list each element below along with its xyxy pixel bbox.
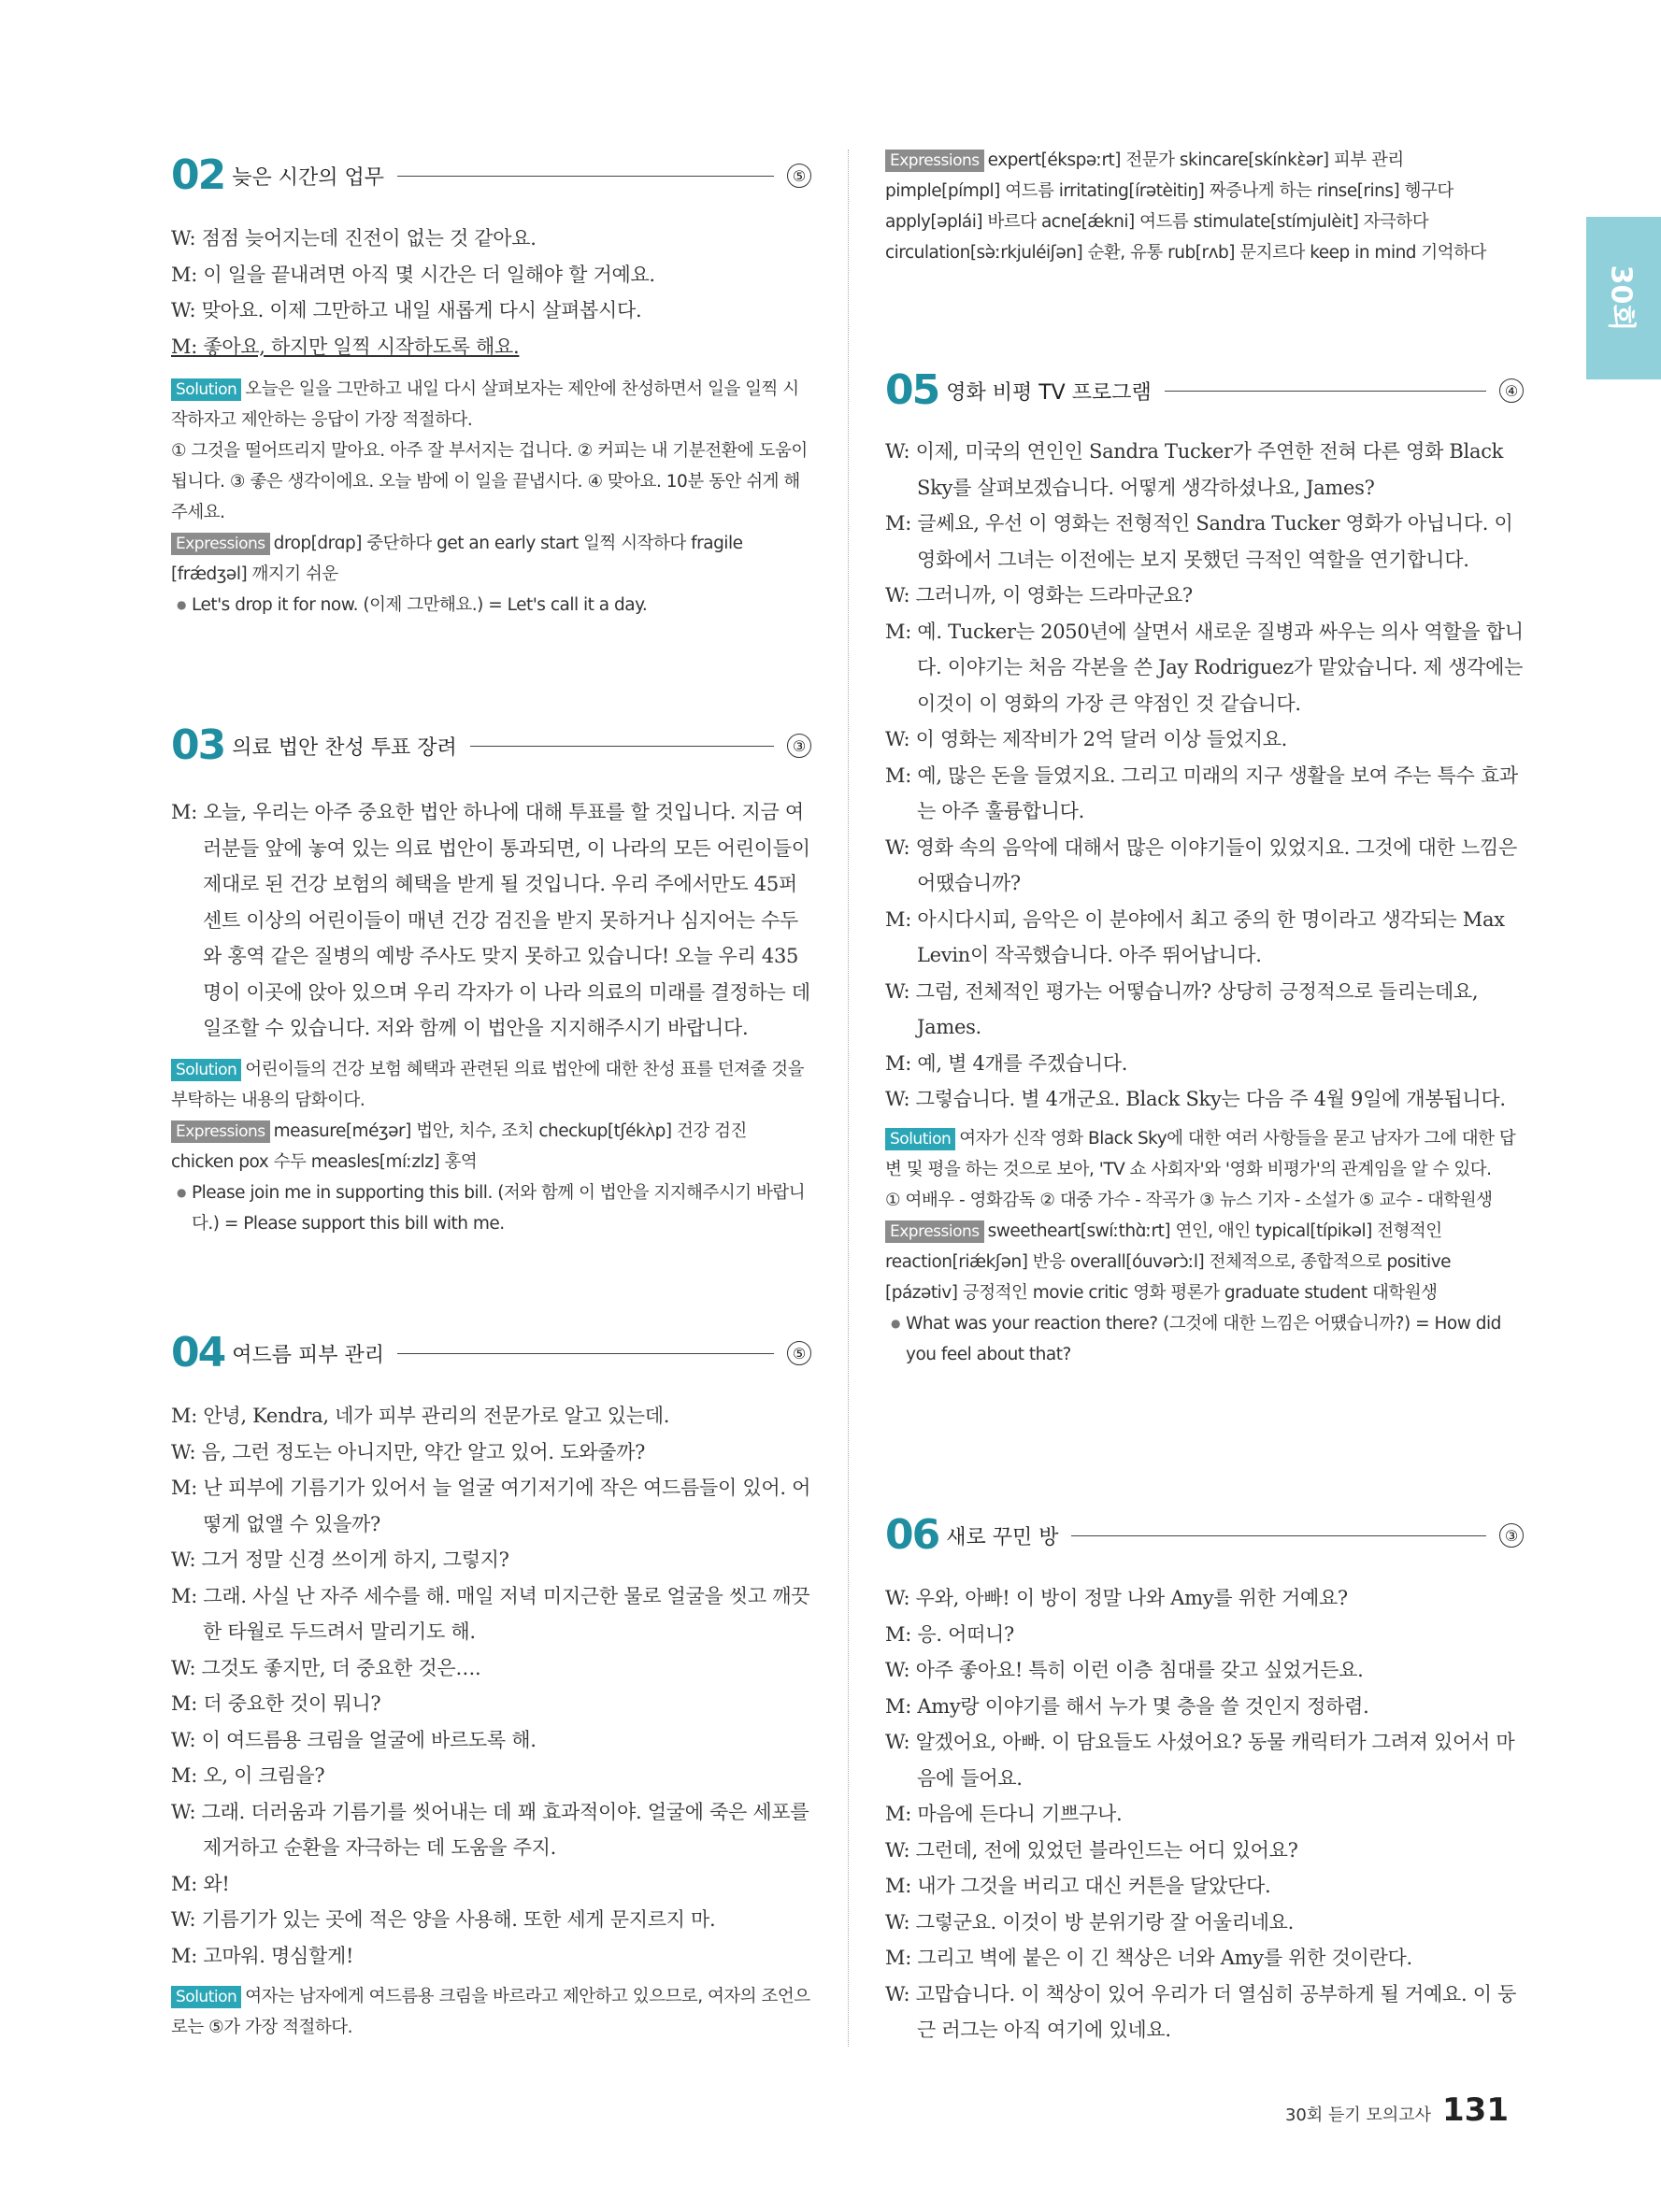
expression-bullet: ● Let's drop it for now. (이제 그만해요.) = Let's call it a day. xyxy=(171,590,811,621)
expressions-block xyxy=(171,1116,811,1177)
solution-choices: ① 여배우 - 영화감독 ② 대중 가수 - 작곡가 ③ 뉴스 기자 - 소설가 ⑤ 교수 - 대학원생 xyxy=(885,1190,1493,1210)
header-rule xyxy=(470,746,774,747)
dialogue-line: W: 그것도 좋지만, 더 중요한 것은…. xyxy=(171,1656,481,1679)
dialogue-line: W: 점점 늦어지는데 진전이 없는 것 같아요. xyxy=(171,227,537,250)
expressions-text: measure[méʒər] 법안, 치수, 조치 checkup[tʃékʌ̀p] 건강 검진 chicken pox 수두 measles[míːzlz] 홍역 xyxy=(171,1120,747,1172)
expressions-tag: Expressions xyxy=(885,150,984,172)
expressions-block xyxy=(885,1216,1524,1308)
dialogue-line: W: 그럼, 전체적인 평가는 어떻습니까? 상당히 긍정적으로 들리는데요, James. xyxy=(885,979,1479,1038)
dialogue-line: W: 그렇군요. 이것이 방 분위기랑 잘 어울리네요. xyxy=(885,1910,1294,1934)
section-04 xyxy=(171,1327,811,2043)
section-title: 늦은 시간의 업무 xyxy=(232,165,384,190)
section-number: 03 xyxy=(171,721,225,769)
dialogue xyxy=(171,794,811,1047)
side-tab xyxy=(1586,217,1661,379)
dialogue-line: W: 기름기가 있는 곳에 적은 양을 사용해. 또한 세게 문지르지 마. xyxy=(171,1908,716,1931)
section-header xyxy=(171,1327,811,1379)
answer-badge: ③ xyxy=(1499,1523,1524,1548)
expressions-block xyxy=(171,528,811,590)
footer-text: 30회 듣기 모의고사 xyxy=(1284,2105,1432,2125)
header-rule xyxy=(397,1353,774,1354)
dialogue-line: M: 고마워. 명심할게! xyxy=(171,1944,354,1967)
section-header xyxy=(171,720,811,772)
dialogue-line: M: 더 중요한 것이 뭐니? xyxy=(171,1692,381,1715)
expressions-tag: Expressions xyxy=(171,533,270,555)
dialogue-line: M: 와! xyxy=(171,1872,230,1895)
header-rule xyxy=(397,176,774,177)
section-number: 04 xyxy=(171,1329,225,1377)
dialogue-line: W: 이제, 미국의 연인인 Sandra Tucker가 주연한 전혀 다른 영화 Black Sky를 살펴보겠습니다. 어떻게 생각하셨나요, James? xyxy=(885,440,1504,499)
expressions-text: drop[drɑp] 중단하다 get an early start 일찍 시작하다 fragile [frǽdʒəl] 깨지기 쉬운 xyxy=(171,534,743,584)
answer-badge: ⑤ xyxy=(787,1341,811,1365)
dialogue-line: M: 예. Tucker는 2050년에 살면서 새로운 질병과 싸우는 의사 역할을 합니다. 이야기는 처음 각본을 쓴 Jay Rodriguez가 맡았습니다. 제 생각에는 이것이 이 영화의 가장 큰 약점인 것 같습니다. xyxy=(885,620,1524,715)
answer-badge: ④ xyxy=(1499,378,1524,403)
section-title: 여드름 피부 관리 xyxy=(232,1343,384,1367)
dialogue-line: W: 아주 좋아요! 특히 이런 이층 침대를 갖고 싶었거든요. xyxy=(885,1659,1364,1681)
expressions-tag: Expressions xyxy=(885,1220,984,1243)
section-number: 02 xyxy=(171,151,225,199)
expressions-tag: Expressions xyxy=(171,1120,270,1143)
section-number: 05 xyxy=(885,366,939,414)
expressions-text: sweetheart[swíːthɑ̀ːrt] 연인, 애인 typical[típikəl] 전형적인 reaction[riǽkʃən] 반응 overall[óuvərɔ̀ːl] 전체적으로, 종합적으로 positive [pázətiv] 긍정적인 movie critic 영화 평론가 graduate student 대학원생 xyxy=(885,1220,1452,1303)
dialogue xyxy=(885,1580,1524,2048)
side-tab-label: 30회 xyxy=(1603,264,1637,332)
section-02 xyxy=(171,150,811,621)
section-header xyxy=(885,1509,1524,1562)
solution-tag: Solution xyxy=(171,1986,241,2008)
section-03 xyxy=(171,720,811,1239)
dialogue-line: M: 그리고 벽에 붙은 이 긴 책상은 너와 Amy를 위한 것이란다. xyxy=(885,1947,1412,1969)
solution-block xyxy=(171,1981,811,2043)
dialogue-line: M: 아시다시피, 음악은 이 분야에서 최고 중의 한 명이라고 생각되는 Max Levin이 작곡했습니다. 아주 뛰어납니다. xyxy=(885,907,1505,966)
dialogue-line: W: 이 여드름용 크림을 얼굴에 바르도록 해. xyxy=(171,1728,537,1751)
dialogue-line: W: 그런데, 전에 있었던 블라인드는 어디 있어요? xyxy=(885,1838,1298,1862)
solution-text: 여자가 신작 영화 Black Sky에 대한 여러 사항들을 묻고 남자가 그에 대한 답변 및 평을 하는 것으로 보아, 'TV 쇼 사회자'와 '영화 비평가'의 관계임을 알 수 있다. xyxy=(885,1128,1516,1179)
section-title: 영화 비평 TV 프로그램 xyxy=(946,380,1152,405)
dialogue-line: M: 오늘, 우리는 아주 중요한 법안 하나에 대해 투표를 할 것입니다. 지금 여러분들 앞에 놓여 있는 의료 법안이 통과되면, 이 나라의 모든 어린이들이 제대로 된 건강 보험의 혜택을 받게 될 것입니다. 우리 주에서만도 45퍼센트 이상의 어린이들이 매년 건강 검진을 받지 못하거나 심지어는 수두와 홍역 같은 질병의 예방 주사도 맞지 못하고 있습니다! 오늘 우리 435명이 이곳에 앉아 있으며 우리 각자가 이 나라 의료의 미래를 결정하는 데 일조할 수 있습니다. 저와 함께 이 법안을 지지해주시기 바랍니다. xyxy=(171,801,810,1039)
column-divider xyxy=(848,150,849,2047)
expression-bullet: ● What was your reaction there? (그것에 대한 느낌은 어떘습니까?) = How did you feel about that? xyxy=(885,1308,1524,1370)
dialogue-line: W: 맞아요. 이제 그만하고 내일 새롭게 다시 살펴봅시다. xyxy=(171,299,642,321)
dialogue xyxy=(171,221,811,364)
dialogue-line: M: 그래. 사실 난 자주 세수를 해. 매일 저녁 미지근한 물로 얼굴을 씻고 깨끗한 타월로 두드려서 말리기도 해. xyxy=(171,1584,810,1643)
page-footer xyxy=(1285,2091,1509,2129)
solution-text: 오늘은 일을 그만하고 내일 다시 살펴보자는 제안에 찬성하면서 일을 일찍 시작하자고 제안하는 응답이 가장 적절하다. xyxy=(171,379,799,430)
section-06 xyxy=(885,1509,1524,2048)
answer-badge: ③ xyxy=(787,734,811,758)
section-header xyxy=(171,150,811,202)
expressions-text: expert[ékspəːrt] 전문가 skincare[skínkɛ̀ər] 피부 관리 pimple[pímpl] 여드름 irritating[írətèitiŋ] 짜증나게 하는 rinse[rins] 헹구다 apply[əplái] 바르다 acne[ǽkni] 여드름 stimulate[stímjulèit] 자극하다 circulation[sə̀ːrkjuléiʃən] 순환, 유통 rub[rʌb] 문지르다 keep in mind 기억하다 xyxy=(885,150,1486,263)
dialogue-line: M: 안녕, Kendra, 네가 피부 관리의 전문가로 알고 있는데. xyxy=(171,1405,670,1427)
dialogue-line-answer: M: 좋아요, 하지만 일찍 시작하도록 해요. xyxy=(171,335,520,358)
solution-text: 어린이들의 건강 보험 혜택과 관련된 의료 법안에 대한 찬성 표를 던져줄 것을 부탁하는 내용의 담화이다. xyxy=(171,1059,804,1110)
dialogue-line: M: Amy랑 이야기를 해서 누가 몇 층을 쓸 것인지 정하렴. xyxy=(885,1694,1369,1718)
dialogue-line: M: 마음에 든다니 기쁘구나. xyxy=(885,1803,1123,1825)
dialogue-line: W: 그래. 더러움과 기름기를 씻어내는 데 꽤 효과적이야. 얼굴에 죽은 세포를 제거하고 순환을 자극하는 데 도움을 주지. xyxy=(171,1800,809,1859)
dialogue xyxy=(885,434,1524,1118)
solution-block xyxy=(171,374,811,435)
answer-badge: ⑤ xyxy=(787,164,811,188)
header-rule xyxy=(1071,1535,1486,1536)
dialogue-line: W: 그러니까, 이 영화는 드라마군요? xyxy=(885,584,1193,607)
section-title: 의료 법안 찬성 투표 장려 xyxy=(232,735,457,760)
dialogue-line: W: 알겠어요, 아빠. 이 담요들도 사셨어요? 동물 캐릭터가 그려져 있어서 마음에 들어요. xyxy=(885,1731,1515,1790)
section-04-expressions xyxy=(885,145,1524,268)
dialogue-line: M: 응. 어떠니? xyxy=(885,1622,1015,1646)
expressions-block xyxy=(885,145,1524,268)
solution-tag: Solution xyxy=(885,1128,955,1150)
dialogue-line: W: 그거 정말 신경 쓰이게 하지, 그렇지? xyxy=(171,1548,509,1571)
dialogue-line: W: 고맙습니다. 이 책상이 있어 우리가 더 열심히 공부하게 될 거예요. 이 둥근 러그는 아직 여기에 있네요. xyxy=(885,1982,1517,2041)
header-rule xyxy=(1165,391,1486,392)
section-number: 06 xyxy=(885,1511,939,1559)
dialogue-line: M: 예, 많은 돈을 들였지요. 그리고 미래의 지구 생활을 보여 주는 특수 효과는 아주 훌륭합니다. xyxy=(885,763,1518,822)
dialogue-line: M: 난 피부에 기름기가 있어서 늘 얼굴 여기저기에 작은 여드름들이 있어. 어떻게 없앨 수 있을까? xyxy=(171,1477,811,1535)
solution-text: 여자는 남자에게 여드름용 크림을 바르라고 제안하고 있으므로, 여자의 조언으로는 ⑤가 가장 적절하다. xyxy=(171,1987,810,2037)
dialogue-line: W: 음, 그런 정도는 아니지만, 약간 알고 있어. 도와줄까? xyxy=(171,1440,646,1463)
dialogue-line: W: 영화 속의 음악에 대해서 많은 이야기들이 있었지요. 그것에 대한 느낌은 어땠습니까? xyxy=(885,835,1517,894)
solution-block xyxy=(171,1054,811,1116)
solution-block xyxy=(885,1123,1524,1185)
dialogue-line: M: 내가 그것을 버리고 대신 커튼을 달았단다. xyxy=(885,1875,1271,1897)
expression-bullet: ● Please join me in supporting this bill. (저와 함께 이 법안을 지지해주시기 바랍니다.) = Please support this bill with me. xyxy=(171,1177,811,1239)
section-header xyxy=(885,364,1524,417)
section-05 xyxy=(885,364,1524,1370)
page-number: 131 xyxy=(1442,2091,1509,2129)
dialogue xyxy=(171,1398,811,1974)
section-title: 새로 꾸민 방 xyxy=(946,1525,1059,1549)
dialogue-line: M: 이 일을 끝내려면 아직 몇 시간은 더 일해야 할 거예요. xyxy=(171,263,655,286)
dialogue-line: W: 이 영화는 제작비가 2억 달러 이상 들었지요. xyxy=(885,728,1288,750)
dialogue-line: W: 그렇습니다. 별 4개군요. Black Sky는 다음 주 4월 9일에 개봉됩니다. xyxy=(885,1088,1506,1110)
dialogue-line: M: 예, 별 4개를 주겠습니다. xyxy=(885,1051,1128,1075)
solution-tag: Solution xyxy=(171,1059,241,1081)
dialogue-line: M: 글쎄요, 우선 이 영화는 전형적인 Sandra Tucker 영화가 아닙니다. 이 영화에서 그녀는 이전에는 보지 못했던 극적인 역할을 연기합니다. xyxy=(885,512,1513,571)
solution-choices: ① 그것을 떨어뜨리지 말아요. 아주 잘 부서지는 겁니다. ② 커피는 내 기분전환에 도움이 됩니다. ③ 좋은 생각이에요. 오늘 밤에 이 일을 끝냅시다. ④ 맞아요. 10분 동안 쉬게 해 주세요. xyxy=(171,441,808,522)
dialogue-line: W: 우와, 아빠! 이 방이 정말 나와 Amy를 위한 거예요? xyxy=(885,1587,1348,1609)
solution-tag: Solution xyxy=(171,378,241,401)
dialogue-line: M: 오, 이 크림을? xyxy=(171,1764,325,1787)
